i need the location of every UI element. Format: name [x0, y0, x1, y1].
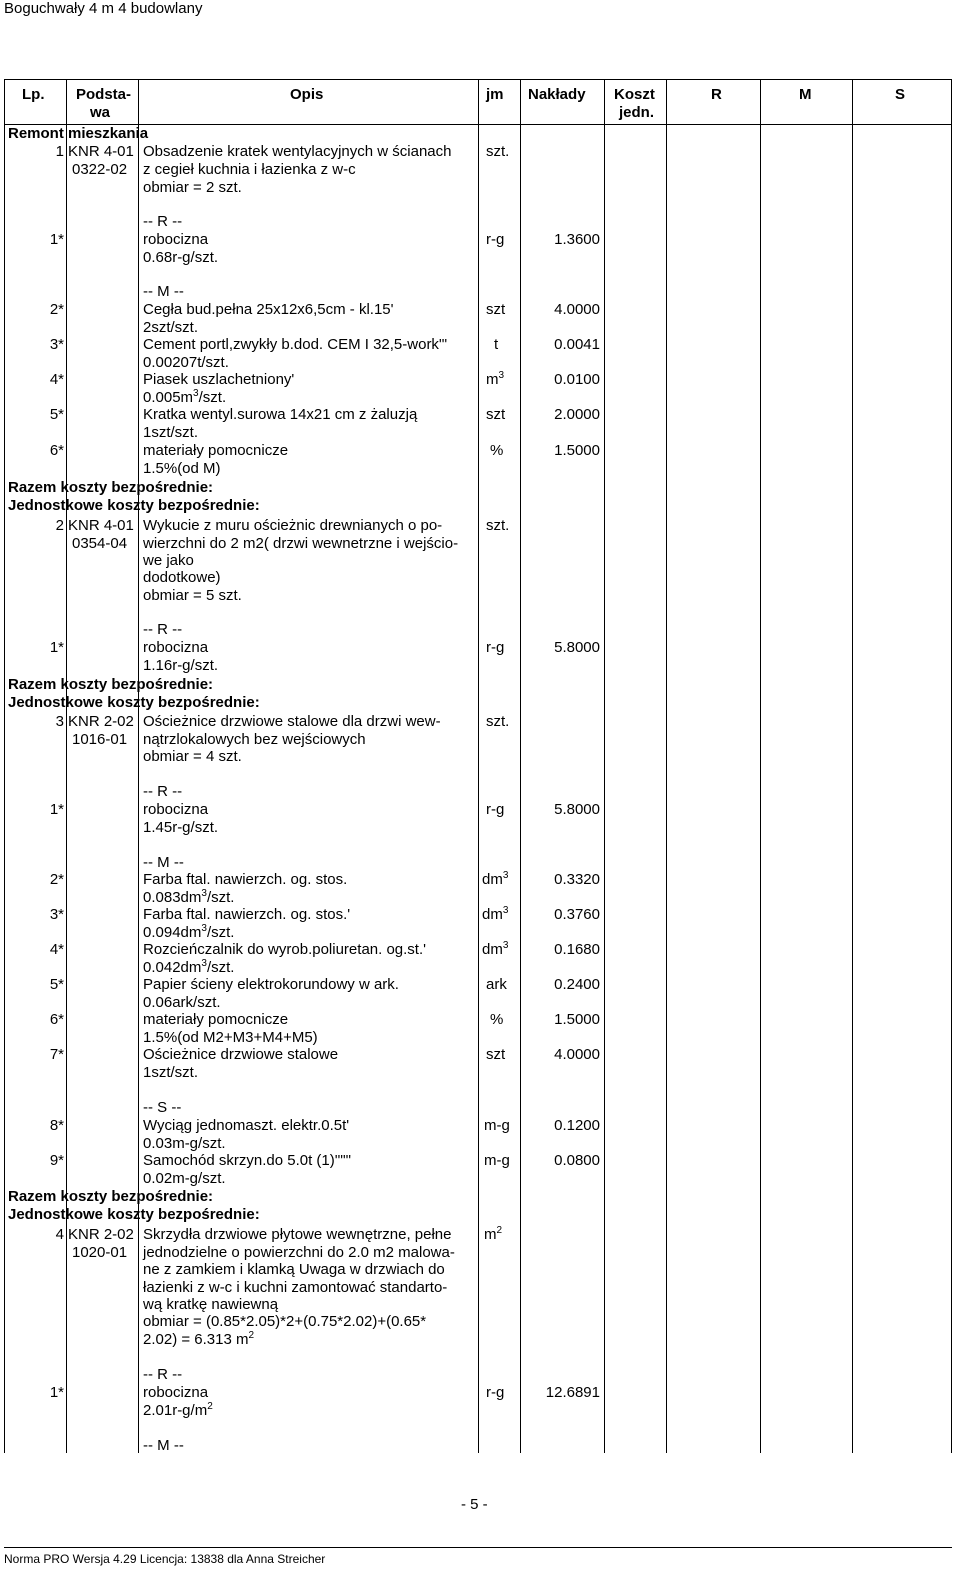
pos4-lp: 4 [55, 1226, 64, 1243]
pos3-s9-value: 0.0800 [554, 1152, 600, 1169]
pos4-r1-value: 12.6891 [545, 1384, 600, 1401]
pos3-sum-unit: Jednostkowe koszty bezpośrednie: [8, 1206, 260, 1223]
pos4-r1-lp: 1* [49, 1384, 64, 1401]
pos1-m6-norm: 1.5%(od M) [143, 460, 221, 477]
pos3-m7-lp: 7* [49, 1046, 64, 1063]
pos2-desc-4: dodotkowe) [143, 569, 221, 586]
pos3-m4-jm: $dm^3$ [482, 940, 509, 958]
pos2-desc-5: obmiar = 5 szt. [143, 587, 242, 604]
col-border-lp [66, 79, 67, 1453]
pos2-sum-unit: Jednostkowe koszty bezpośrednie: [8, 694, 260, 711]
pos3-lp: 3 [55, 713, 64, 730]
pos3-basis-1: KNR 2-02 [68, 713, 134, 730]
pos2-r1-jm: r-g [486, 639, 505, 656]
pos2-sum-direct: Razem koszty bezpośrednie: [8, 676, 214, 693]
pos1-m2-lp: 2* [49, 301, 64, 318]
pos1-m6-jm: % [490, 442, 504, 459]
pos1-m5-lp: 5* [49, 406, 64, 423]
pos3-s-header: -- S -- [143, 1099, 182, 1116]
pos1-m2-value: 4.0000 [554, 301, 600, 318]
header-podstawa-1: Podsta- [76, 86, 132, 103]
pos1-m3-name: Cement portl,zwykły b.dod. CEM I 32,5-work'" [143, 336, 448, 353]
col-border-naklady [604, 79, 605, 1453]
pos3-m4-value: 0.1680 [554, 941, 600, 958]
header-r: R [711, 86, 722, 103]
col-border-jm [520, 79, 521, 1453]
pos3-s9-name: Samochód skrzyn.do 5.0t (1)'""' [143, 1152, 352, 1169]
pos2-basis-1: KNR 4-01 [68, 517, 134, 534]
page-title: Boguchwały 4 m 4 budowlany [4, 0, 203, 17]
pos3-desc-1: Ościeżnice drzwiowe stalowe dla drzwi wew- [143, 713, 441, 730]
pos3-r-header: -- R -- [143, 783, 183, 800]
pos1-desc-1: Obsadzenie kratek wentylacyjnych w ścianach [143, 143, 452, 160]
pos3-s8-jm: m-g [484, 1117, 510, 1134]
pos1-m2-norm: 2szt/szt. [143, 319, 199, 336]
pos4-basis-1: KNR 2-02 [68, 1226, 134, 1243]
pos3-m5-norm: 0.06ark/szt. [143, 994, 221, 1011]
pos4-r1-name: robocizna [143, 1384, 209, 1401]
pos1-m5-norm: 1szt/szt. [143, 424, 199, 441]
pos3-m6-norm: 1.5%(od M2+M3+M4+M5) [143, 1029, 318, 1046]
pos3-r1-norm: 1.45r-g/szt. [143, 819, 219, 836]
pos3-m4-lp: 4* [49, 941, 64, 958]
pos1-m4-lp: 4* [49, 371, 64, 388]
footer-divider [4, 1547, 952, 1548]
pos1-m3-lp: 3* [49, 336, 64, 353]
pos1-desc-2: z cegieł kuchnia i łazienka z w-c [143, 161, 356, 178]
pos3-m2-jm: $dm^3$ [482, 870, 509, 888]
pos4-desc-7: 2.02) = 6.313 $m^2$ [143, 1330, 255, 1348]
pos2-r1-value: 5.8000 [554, 639, 600, 656]
pos3-m5-name: Papier ścieny elektrokorundowy w ark. [143, 976, 399, 993]
pos1-sum-unit: Jednostkowe koszty bezpośrednie: [8, 497, 260, 514]
pos3-m6-value: 1.5000 [554, 1011, 600, 1028]
pos1-m3-value: 0.0041 [554, 336, 600, 353]
header-jm: jm [486, 86, 504, 103]
pos4-desc-2: jednodzielne o powierzchni do 2.0 m2 malowa- [143, 1244, 455, 1261]
pos3-s8-lp: 8* [49, 1117, 64, 1134]
pos1-m-header: -- M -- [143, 283, 184, 300]
header-s: S [895, 86, 906, 103]
pos2-desc-1: Wykucie z muru ościeżnic drewnianych o po- [143, 517, 443, 534]
col-border-koszt [666, 79, 667, 1453]
pos3-r1-lp: 1* [49, 801, 64, 818]
pos3-m7-norm: 1szt/szt. [143, 1064, 199, 1081]
pos1-m6-value: 1.5000 [554, 442, 600, 459]
pos1-r1-name: robocizna [143, 231, 209, 248]
pos4-m-header: -- M -- [143, 1437, 184, 1454]
pos3-m3-name: Farba ftal. nawierzch. og. stos.' [143, 906, 351, 923]
pos3-m2-norm: $0.083dm^3$/szt. [143, 888, 235, 906]
pos2-r-header: -- R -- [143, 621, 183, 638]
col-border-m [852, 79, 853, 1453]
col-border-r [760, 79, 761, 1453]
pos1-m3-jm: t [494, 336, 499, 353]
pos3-m5-lp: 5* [49, 976, 64, 993]
footer-license: Norma PRO Wersja 4.29 Licencja: 13838 dla Anna Streicher [4, 1552, 326, 1566]
pos2-r1-norm: 1.16r-g/szt. [143, 657, 219, 674]
col-border-opis [478, 79, 479, 1453]
pos3-m5-jm: ark [486, 976, 507, 993]
pos3-m7-name: Ościeżnice drzwiowe stalowe [143, 1046, 339, 1063]
pos3-s9-lp: 9* [49, 1152, 64, 1169]
pos3-m2-lp: 2* [49, 871, 64, 888]
pos1-desc-3: obmiar = 2 szt. [143, 179, 242, 196]
pos4-desc-4: łazienki z w-c i kuchni zamontować standarto- [143, 1279, 448, 1296]
page-number: - 5 - [461, 1496, 488, 1513]
header-naklady: Nakłady [528, 86, 586, 103]
pos4-r1-norm: $2.01r-g/m^2$ [143, 1401, 213, 1419]
pos4-jm: $m^2$ [484, 1225, 503, 1243]
header-lp: Lp. [22, 86, 45, 103]
header-koszt-1: Koszt [614, 86, 655, 103]
header-podstawa-2: wa [90, 104, 111, 121]
pos3-s8-norm: 0.03m-g/szt. [143, 1135, 226, 1152]
pos3-m2-value: 0.3320 [554, 871, 600, 888]
pos3-s9-jm: m-g [484, 1152, 510, 1169]
pos1-lp: 1 [55, 143, 64, 160]
pos2-desc-3: we jako [143, 552, 194, 569]
pos3-s8-name: Wyciąg jednomaszt. elektr.0.5t' [143, 1117, 350, 1134]
pos1-m4-jm: $m^3$ [486, 370, 505, 388]
pos4-desc-3: ne z zamkiem i klamką Uwaga w drzwiach do [143, 1261, 445, 1278]
pos1-r-header: -- R -- [143, 213, 183, 230]
pos1-m4-norm: $0.005m^3$/szt. [143, 388, 227, 406]
pos2-desc-2: wierzchni do 2 m2( drzwi wewnetrzne i wejścio- [143, 535, 459, 552]
pos1-r1-jm: r-g [486, 231, 505, 248]
pos3-m7-value: 4.0000 [554, 1046, 600, 1063]
pos1-m2-name: Cegła bud.pełna 25x12x6,5cm - kl.15' [143, 301, 394, 318]
pos3-m4-norm: $0.042dm^3$/szt. [143, 958, 235, 976]
pos3-basis-2: 1016-01 [72, 731, 128, 748]
pos4-desc-5: wą kratkę nawiewną [143, 1296, 279, 1313]
pos1-sum-direct: Razem koszty bezpośrednie: [8, 479, 214, 496]
pos2-r1-name: robocizna [143, 639, 209, 656]
pos3-m2-name: Farba ftal. nawierzch. og. stos. [143, 871, 348, 888]
pos3-r1-name: robocizna [143, 801, 209, 818]
col-border-basis [138, 79, 139, 1453]
pos3-m3-jm: $dm^3$ [482, 905, 509, 923]
pos3-r1-value: 5.8000 [554, 801, 600, 818]
pos1-r1-lp: 1* [49, 231, 64, 248]
pos3-s9-norm: 0.02m-g/szt. [143, 1170, 226, 1187]
pos3-r1-jm: r-g [486, 801, 505, 818]
pos1-basis-1: KNR 4-01 [68, 143, 134, 160]
header-m: M [799, 86, 812, 103]
col-border-right [951, 79, 952, 1453]
pos1-jm: szt. [486, 143, 510, 160]
header-koszt-2: jedn. [619, 104, 655, 121]
pos3-m3-lp: 3* [49, 906, 64, 923]
pos4-r1-jm: r-g [486, 1384, 505, 1401]
pos1-m5-value: 2.0000 [554, 406, 600, 423]
pos1-m5-jm: szt [486, 406, 506, 423]
pos3-m7-jm: szt [486, 1046, 506, 1063]
pos1-basis-2: 0322-02 [72, 161, 128, 178]
pos1-m4-name: Piasek uszlachetniony' [143, 371, 295, 388]
pos3-desc-2: nątrzlokalowych bez wejściowych [143, 731, 366, 748]
pos1-r1-norm: 0.68r-g/szt. [143, 249, 219, 266]
pos2-basis-2: 0354-04 [72, 535, 128, 552]
pos3-sum-direct: Razem koszty bezpośrednie: [8, 1188, 214, 1205]
pos1-m6-name: materiały pomocnicze [143, 442, 289, 459]
pos1-m5-name: Kratka wentyl.surowa 14x21 cm z żaluzją [143, 406, 418, 423]
section-title: Remont mieszkania [8, 125, 149, 142]
header-opis: Opis [290, 86, 324, 103]
pos3-m6-lp: 6* [49, 1011, 64, 1028]
pos4-desc-6: obmiar = (0.85*2.05)*2+(0.75*2.02)+(0.65* [143, 1313, 427, 1330]
pos4-r-header: -- R -- [143, 1366, 183, 1383]
pos3-m3-value: 0.3760 [554, 906, 600, 923]
pos4-basis-2: 1020-01 [72, 1244, 128, 1261]
pos1-m4-value: 0.0100 [554, 371, 600, 388]
pos3-desc-3: obmiar = 4 szt. [143, 748, 242, 765]
pos3-m-header: -- M -- [143, 854, 184, 871]
pos2-r1-lp: 1* [49, 639, 64, 656]
pos3-s8-value: 0.1200 [554, 1117, 600, 1134]
pos1-r1-value: 1.3600 [554, 231, 600, 248]
pos2-jm: szt. [486, 517, 510, 534]
pos3-jm: szt. [486, 713, 510, 730]
pos1-m6-lp: 6* [49, 442, 64, 459]
pos3-m6-jm: % [490, 1011, 504, 1028]
pos3-m4-name: Rozcieńczalnik do wyrob.poliuretan. og.st.' [143, 941, 427, 958]
pos3-m5-value: 0.2400 [554, 976, 600, 993]
pos1-m2-jm: szt [486, 301, 506, 318]
pos1-m3-norm: 0.00207t/szt. [143, 354, 229, 371]
col-border-left [4, 79, 5, 1453]
pos3-m6-name: materiały pomocnicze [143, 1011, 289, 1028]
pos3-m3-norm: $0.094dm^3$/szt. [143, 923, 235, 941]
pos4-desc-1: Skrzydła drzwiowe płytowe wewnętrzne, pełne [143, 1226, 452, 1243]
pos2-lp: 2 [55, 517, 64, 534]
